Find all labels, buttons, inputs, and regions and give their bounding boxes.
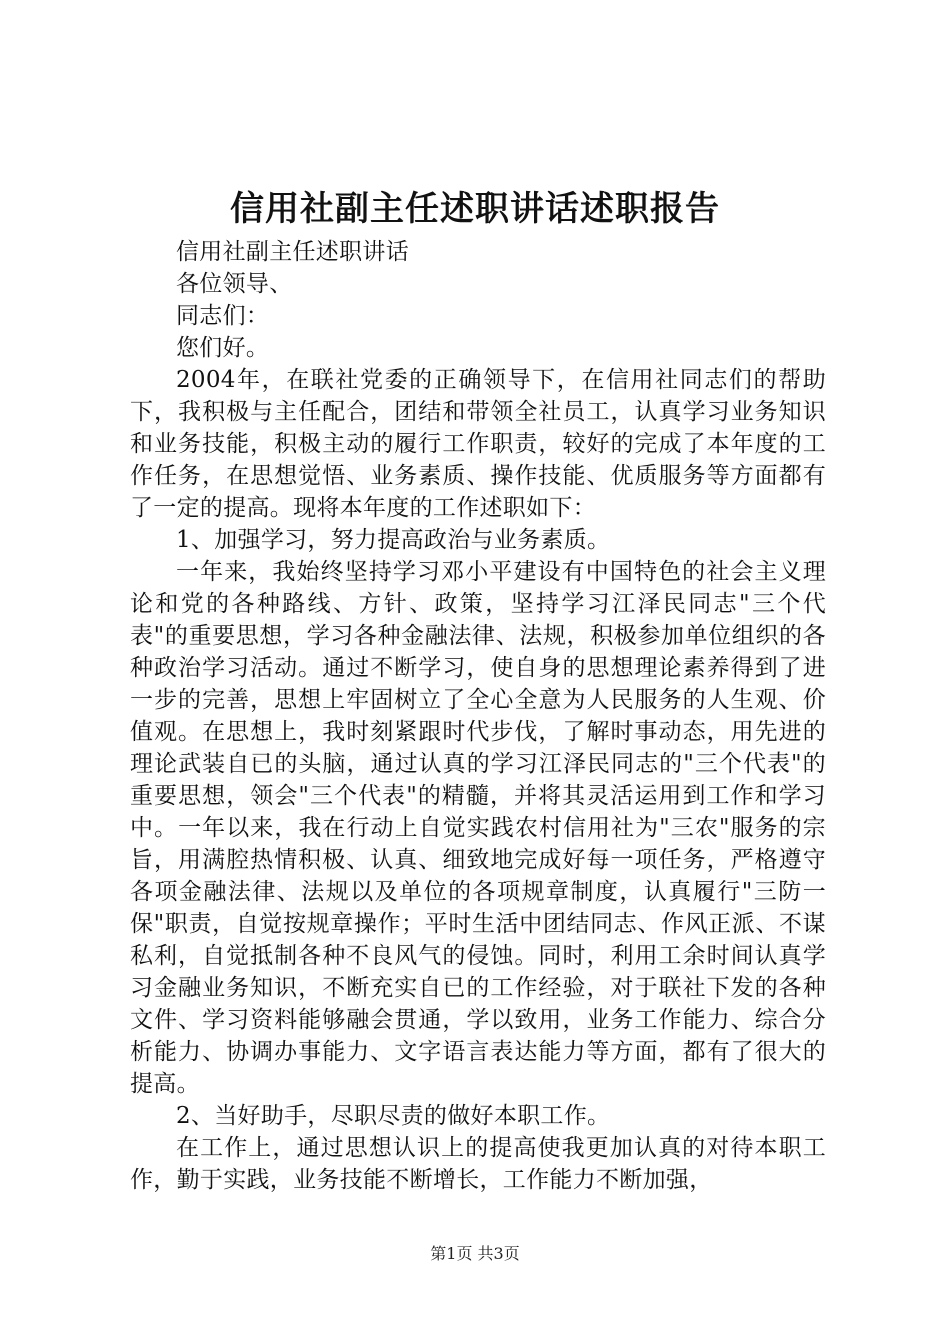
document-body xyxy=(130,236,826,1196)
paragraph: 同志们： xyxy=(176,303,270,329)
paragraph: 一年来，我始终坚持学习邓小平建设有中国特色的社会主义理论和党的各种路线、方针、政策，坚持学习江泽民同志"三个代表"的重要思想，学习各种金融法律、法规，积极参加单位组织的各种政治学习活动。通过不断学习，使自身的思想理论素养得到了进一步的完善，思想上牢固树立了全心全意为人民服务的人生观、价值观。在思想上，我时刻紧跟时代步伐，了解时事动态，用先进的理论武装自已的头脑，通过认真的学习江泽民同志的"三个代表"的重要思想，领会"三个代表"的精髓，并将其灵活运用到工作和学习中。一年以来，我在行动上自觉实践农村信用社为"三农"服务的宗旨，用满腔热情积极、认真、细致地完成好每一项任务，严格遵守各项金融法律、法规以及单位的各项规章制度，认真履行"三防一保"职责，自觉按规章操作；平时生活中团结同志、作风正派、不谋私利，自觉抵制各种不良风气的侵蚀。同时，利用工余时间认真学习金融业务知识，不断充实自已的工作经验，对于联社下发的各种文件、学习资料能够融会贯通，学以致用，业务工作能力、综合分析能力、协调办事能力、文字语言表达能力等方面，都有了很大的提高。 xyxy=(130,559,826,1097)
document-title: 信用社副主任述职讲话述职报告 xyxy=(230,189,720,229)
page-footer: 第1页 共3页 xyxy=(430,1244,520,1263)
paragraph: 各位领导、 xyxy=(176,271,293,297)
paragraph: 在工作上，通过思想认识上的提高使我更加认真的对待本职工作，勤于实践，业务技能不断增长，工作能力不断加强， xyxy=(130,1135,826,1193)
paragraph: 您们好。 xyxy=(176,335,270,361)
paragraph: 2、当好助手，尽职尽责的做好本职工作。 xyxy=(176,1103,611,1129)
paragraph: 2004年，在联社党委的正确领导下，在信用社同志们的帮助下，我积极与主任配合，团结和带领全社员工，认真学习业务知识和业务技能，积极主动的履行工作职责，较好的完成了本年度的工作任务，在思想觉悟、业务素质、操作技能、优质服务等方面都有了一定的提高。现将本年度的工作述职如下： xyxy=(130,367,826,521)
paragraph: 信用社副主任述职讲话 xyxy=(176,239,409,265)
paragraph: 1、加强学习，努力提高政治与业务素质。 xyxy=(176,527,611,553)
